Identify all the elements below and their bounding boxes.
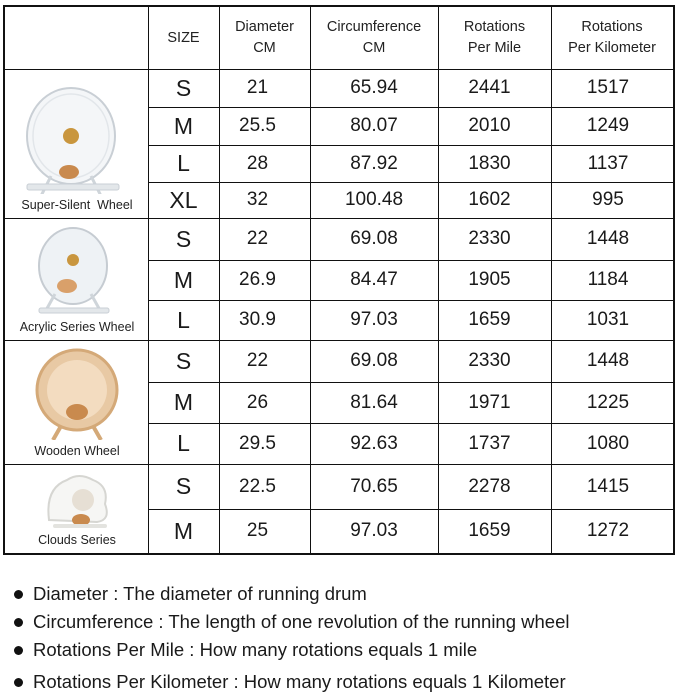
size-cell: S	[175, 74, 192, 101]
header-product	[5, 7, 148, 69]
diameter-cell: 26.9	[239, 269, 276, 290]
diameter-cell: 22.5	[239, 475, 276, 497]
note-rotations-per-mile: Rotations Per Mile : How many rotations equals 1 mile	[33, 639, 478, 660]
rotations-per-km-cell: 995	[592, 189, 624, 210]
diameter-cell: 22	[246, 350, 269, 371]
note-item	[14, 608, 569, 636]
circumference-cell: 92.63	[350, 432, 398, 454]
rotations-per-mile-cell: 1602	[468, 189, 511, 210]
circumference-cell: 84.47	[350, 269, 398, 290]
rotations-per-mile-cell: 1971	[468, 391, 511, 413]
diameter-cell: 21	[246, 77, 269, 98]
rotations-per-mile-cell: 1737	[468, 432, 511, 454]
size-cell: M	[173, 112, 194, 139]
product-name: Clouds Series	[38, 533, 116, 547]
rotations-per-mile-cell: 1659	[468, 520, 511, 541]
rotations-per-km-cell: 1080	[586, 432, 630, 454]
diameter-cell: 29.5	[239, 432, 276, 454]
rotations-per-km-cell: 1448	[586, 350, 630, 371]
product-name: Super-Silent Wheel	[21, 198, 133, 212]
header-rotations-per-km: Rotations Per Kilometer	[568, 19, 656, 56]
bullet-icon	[14, 646, 23, 655]
circumference-cell: 69.08	[350, 350, 398, 371]
size-cell: S	[175, 225, 192, 252]
size-cell: L	[177, 150, 190, 176]
rotations-per-mile-cell: 1830	[468, 152, 511, 174]
diameter-cell: 26	[246, 391, 269, 413]
diameter-cell: 25	[246, 520, 269, 541]
product-name: Acrylic Series Wheel	[19, 320, 135, 334]
note-item	[14, 636, 569, 664]
size-cell: M	[173, 517, 194, 544]
rotations-per-km-cell: 1517	[586, 77, 630, 98]
wooden-wheel-image	[5, 346, 149, 440]
circumference-cell: 69.08	[350, 228, 398, 249]
rotations-per-km-cell: 1272	[586, 520, 630, 541]
size-chart-table	[3, 5, 675, 555]
rotations-per-km-cell: 1225	[586, 391, 630, 413]
circumference-cell: 87.92	[350, 152, 398, 174]
rotations-per-mile-cell: 1905	[468, 269, 511, 290]
rotations-per-mile-cell: 2010	[468, 115, 511, 136]
definitions-list	[14, 580, 569, 696]
circumference-cell: 81.64	[350, 391, 398, 413]
header-rotations-per-mile: Rotations Per Mile	[463, 19, 526, 56]
product-acrylic-series-wheel	[5, 218, 149, 340]
header-size: SIZE	[167, 29, 200, 46]
note-item	[14, 580, 569, 608]
size-cell: M	[173, 389, 194, 415]
size-cell: S	[175, 347, 192, 374]
diameter-cell: 30.9	[239, 309, 276, 330]
rotations-per-km-cell: 1184	[587, 269, 629, 290]
header-diameter: Diameter CM	[235, 19, 294, 56]
rotations-per-km-cell: 1249	[586, 115, 630, 136]
acrylic-wheel-image	[5, 224, 149, 316]
note-rotations-per-km: Rotations Per Kilometer : How many rotations equals 1 Kilometer	[33, 671, 566, 692]
rotations-per-mile-cell: 1659	[468, 309, 511, 330]
rotations-per-km-cell: 1137	[587, 152, 629, 174]
circumference-cell: 65.94	[350, 77, 398, 98]
header-circumference: Circumference CM	[326, 19, 422, 56]
circumference-cell: 97.03	[350, 520, 398, 541]
rotations-per-km-cell: 1415	[586, 475, 630, 497]
clouds-series-image	[5, 470, 149, 529]
product-wooden-wheel	[5, 340, 149, 464]
diameter-cell: 32	[246, 189, 269, 210]
rotations-per-km-cell: 1448	[586, 228, 630, 249]
diameter-cell: 28	[246, 152, 269, 174]
note-item	[14, 668, 569, 696]
size-cell: L	[177, 430, 190, 456]
bullet-icon	[14, 590, 23, 599]
circumference-cell: 70.65	[350, 475, 398, 497]
product-clouds-series	[5, 464, 149, 553]
diameter-cell: 22	[246, 228, 269, 249]
size-cell: S	[175, 473, 192, 499]
size-cell: M	[173, 266, 194, 293]
diameter-cell: 25.5	[239, 115, 276, 136]
rotations-per-mile-cell: 2278	[468, 475, 511, 497]
note-diameter: Diameter : The diameter of running drum	[33, 583, 367, 604]
bullet-icon	[14, 618, 23, 627]
circumference-cell: 97.03	[350, 309, 398, 330]
note-circumference: Circumference : The length of one revolution of the running wheel	[33, 611, 570, 632]
rotations-per-mile-cell: 2330	[468, 350, 511, 371]
super-silent-wheel-image	[5, 76, 149, 194]
circumference-cell: 100.48	[344, 189, 404, 210]
product-name: Wooden Wheel	[34, 444, 120, 458]
rotations-per-mile-cell: 2441	[468, 77, 511, 98]
size-cell: XL	[169, 186, 198, 213]
product-super-silent-wheel	[5, 70, 149, 218]
circumference-cell: 80.07	[350, 115, 398, 136]
size-cell: L	[177, 306, 190, 333]
rotations-per-km-cell: 1031	[586, 309, 630, 330]
rotations-per-mile-cell: 2330	[468, 228, 511, 249]
bullet-icon	[14, 678, 23, 687]
